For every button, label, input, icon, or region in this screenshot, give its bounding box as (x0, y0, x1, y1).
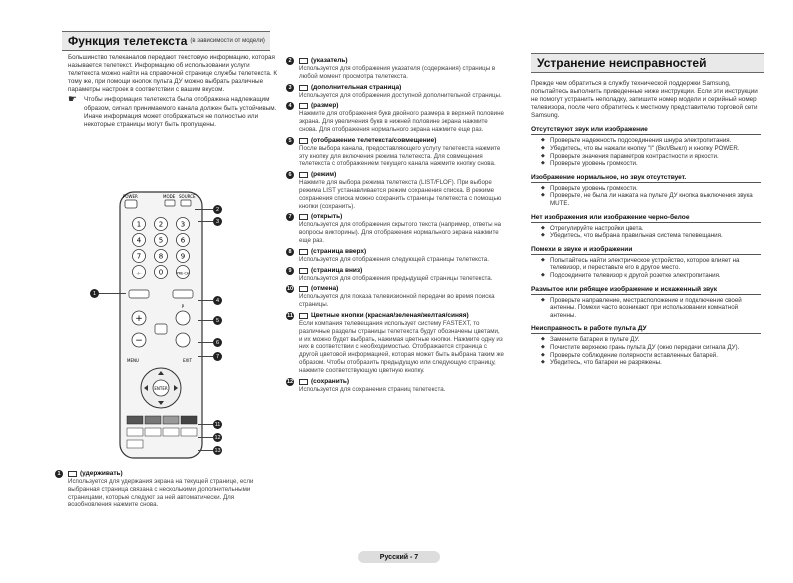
teletext-item (288, 247, 504, 264)
right-header (531, 53, 764, 73)
list-item (541, 232, 761, 240)
left-column (68, 54, 278, 129)
teletext-key-icon (299, 313, 308, 319)
list-item-text: Проверьте, не была ли нажата на пульте ДУ кнопка выключения звука MUTE. (550, 192, 753, 208)
troubleshoot-section (531, 174, 761, 208)
svg-text:+: + (135, 314, 143, 324)
list-item-text: Проверьте соблюдение полярности вставленных батарей. (550, 351, 718, 359)
item-description: Нажмите для выбора режима телетекста (LIST/FLOF). При выборе режима LIST устанавливается режим сохранения списка. В режиме сохранения списка можно сохранить страницы телетекста с помощью кнопки (сохранить). (299, 179, 502, 210)
teletext-item (288, 266, 504, 283)
number-button-label: 6 (180, 236, 186, 245)
number-button-label: 2 (158, 220, 164, 229)
list-item-text: Проверьте направление, местрасположение и подключение своей антенны. Помехи часто возникают при использовании комнатной антенны. (550, 296, 742, 319)
middle-column (286, 57, 505, 396)
section-title: Отсутствуют звук или изображение (531, 126, 761, 135)
list-item-text: Замените батареи в пульте ДУ. (550, 336, 640, 344)
teletext-item (288, 57, 504, 81)
list-item (541, 359, 761, 367)
bullet-icon: ◆ (541, 137, 545, 144)
list-item-text: Отрегулируйте настройки цвета. (550, 224, 644, 232)
bullet-icon: ◆ (541, 152, 545, 159)
item-number: 2 (286, 57, 294, 65)
item-title: (отображение телетекста/совмещение) (311, 136, 437, 144)
teletext-key-icon (299, 249, 308, 255)
item-number: 3 (286, 84, 294, 92)
list-item (541, 272, 761, 280)
bullet-icon: ◆ (541, 272, 545, 278)
callout-7: 7 (213, 352, 222, 361)
list-item (541, 297, 761, 320)
power-button (125, 200, 137, 208)
teletext-key-icon (299, 58, 308, 64)
right-header-title: Устранение неисправностей (537, 56, 707, 70)
item-number: 8 (286, 248, 294, 256)
item-description: Используется для удержания экрана на текущей странице, если выбранная страница связана с несколькими дополнительными страницами, которые следуют за ней автоматически. Для возобновления нажмите снова. (68, 478, 254, 509)
callout-4: 4 (213, 296, 222, 305)
teletext-item (287, 311, 504, 375)
number-button-label: 0 (158, 268, 164, 277)
exit-label: EXIT (183, 358, 192, 363)
number-button-label: 3 (180, 220, 186, 229)
item-title: (страница вверх) (311, 247, 367, 255)
item-title: (удерживать) (80, 470, 123, 477)
item-title: (режим) (311, 171, 337, 179)
teletext-item (288, 136, 504, 168)
teletext-key-icon (299, 379, 308, 385)
callout-3: 3 (213, 217, 222, 226)
teletext-note (68, 96, 278, 128)
item-title: (страница вниз) (311, 266, 363, 274)
left-header-title: Функция телетекста (68, 34, 188, 48)
enter-label: ENTER (154, 386, 168, 391)
list-item-text: Убедитесь, что выбрана правильная система телевещания. (550, 232, 723, 240)
callout-2: 2 (213, 205, 222, 214)
left-header (62, 31, 270, 51)
item-number: 12 (286, 378, 294, 385)
troubleshoot-section (531, 126, 761, 167)
bullet-icon: ◆ (541, 224, 545, 231)
left-header-subtitle: (в зависимости от модели) (190, 38, 265, 44)
item-description: Используется для сохранения страниц телетекста. (299, 385, 446, 393)
list-item-text: Попытайтесь найти электрическое устройство, которое влияет на телевизор, и переставьте его в другое место. (550, 256, 740, 272)
number-button-label: -/-- (136, 271, 142, 276)
troubleshoot-section (531, 325, 761, 366)
item-number: 7 (286, 213, 294, 221)
bullet-icon: ◆ (541, 192, 545, 199)
troubleshoot-section (531, 286, 761, 320)
callout-11: 11 (214, 421, 221, 428)
item-description: Используется для показа телевизионной передачи во время поиска страницы. (299, 293, 495, 309)
list-item-text: Почистите верхнюю грань пульта ДУ (окно передачи сигнала ДУ). (550, 343, 740, 351)
item-number: 9 (286, 267, 294, 275)
list-item (541, 153, 761, 161)
bullet-icon: ◆ (541, 184, 545, 191)
item-title: (размер) (311, 102, 339, 110)
item-title: (открыть) (311, 213, 343, 221)
bullet-icon: ◆ (541, 145, 545, 152)
teletext-item (288, 102, 505, 133)
power-label: POWER (123, 194, 138, 199)
section-title: Изображение нормальное, но звук отсутствует. (531, 174, 761, 183)
teletext-key-icon (299, 286, 308, 292)
item-description: Нажмите для отображения букв двойного размера в верхней половине экрана. Для увеличения букв в нижней половине экрана нажмите снова. Для отображения нормального экрана нажмите еще раз. (299, 110, 505, 133)
right-column (531, 80, 761, 367)
item-number: 10 (286, 286, 294, 293)
bullet-icon: ◆ (541, 359, 545, 366)
troubleshoot-intro: Прежде чем обратиться в службу технической поддержки Samsung, попытайтесь выполнить приведенные ниже инструкции. Если эти инструкции не помогут устранить неполадку, запишите номер модели и серийный номер телевизора, после чего обратитесь к местному представителю торговой сети Samsung. (531, 80, 758, 120)
list-item (541, 352, 761, 360)
list-item (541, 137, 761, 145)
teletext-key-icon (299, 103, 308, 109)
number-button-label: PRE-CH (176, 271, 190, 276)
list-item (541, 192, 761, 207)
number-button-label: 5 (158, 236, 164, 245)
list-item-text: Проверьте уровень громкости. (550, 160, 638, 168)
item-description: Используется для отображения указателя (содержания) страницы в любой момент просмотра телетекста. (299, 65, 496, 80)
list-item-text: Убедитесь, что вы нажали кнопку "I" (Вкл/Выкл) и кнопку POWER. (550, 145, 740, 153)
section-title: Размытое или рябящее изображение и искаженный звук (531, 286, 761, 295)
list-item (541, 344, 761, 352)
teletext-item (286, 285, 504, 309)
item-title: (указатель) (311, 57, 348, 64)
troubleshoot-section (531, 246, 761, 280)
item-number: 5 (286, 137, 294, 145)
remote-control-illustration (117, 190, 205, 460)
callout-1: 1 (90, 289, 99, 298)
number-button-label: 4 (136, 236, 142, 245)
item-description: Используется для отображения доступной дополнительной страницы. (299, 91, 502, 99)
item-description: Если компания телевещания использует систему FASTEXT, то различные разделы страницы телетекста будут обозначены цветами, и их можно будет выбрать, нажимая цветные кнопки. Нажмите одну из них в соответствии с необходимостью. Отображается страница с другой цветовой информацией, которая может быть выбрана таким же образом. Чтобы отобразить предыдущую или следующую страницу, нажмите соответствующую цветную кнопку. (299, 319, 504, 374)
item-description: Используется для отображения следующей страницы телетекста. (299, 255, 489, 263)
troubleshoot-section (531, 214, 761, 240)
teletext-hold-icon (68, 471, 77, 477)
item-number: 11 (287, 312, 293, 319)
item-description: Используется для отображения предыдущей страницы телетекста. (299, 274, 493, 282)
bullet-icon: ◆ (541, 351, 545, 358)
number-button-label: 8 (158, 252, 164, 261)
page-footer: Русский - 7 (358, 551, 440, 563)
callout-5: 5 (213, 316, 222, 325)
mode-label: MODE (163, 194, 176, 199)
section-title: Нет изображения или изображение черно-белое (531, 214, 761, 223)
teletext-key-icon (299, 214, 308, 220)
list-item-text: Подсоедините телевизор к другой розетке электропитания. (550, 272, 721, 279)
number-button-label: 9 (180, 252, 186, 261)
teletext-item (288, 83, 504, 100)
list-item-text: Проверьте уровень громкости. (550, 184, 638, 192)
teletext-key-icon (299, 268, 308, 274)
list-item (541, 185, 761, 193)
bullet-icon: ◆ (541, 256, 545, 263)
svg-text:−: − (135, 336, 143, 346)
teletext-note-text: Чтобы информация телетекста была отображена надлежащим образом, сигнал принимаемого канала должен быть устойчивым. Иначе информация может отображаться не полностью или некоторые страницы могут быть пропущены. (84, 96, 277, 128)
item-title: (отмена) (311, 285, 339, 293)
list-item (541, 145, 761, 153)
item-title: (сохранить) (311, 377, 350, 385)
callout-13: 13 (214, 447, 221, 454)
callout-6: 6 (213, 338, 222, 347)
pointing-hand-icon: ☛ (68, 94, 77, 106)
item-description: Используется для отображения скрытого текста (например, ответы на вопросы викторины). Для отображения нормального экрана нажмите еще раз. (299, 221, 502, 244)
bullet-icon: ◆ (541, 160, 545, 167)
teletext-item (288, 213, 504, 244)
bullet-icon: ◆ (541, 343, 545, 350)
number-button-label: 1 (136, 220, 142, 229)
teletext-key-icon (299, 85, 308, 91)
bullet-icon: ◆ (541, 336, 545, 343)
teletext-intro: Большинство телеканалов передают текстовую информацию, которая называется телетекст. Информацию об использовании услуги телетекста можно найти на справочной странице службы телетекста. К тому же, при помощи кнопок пульта ДУ можно выбрать различные параметры настроек в соответствии с вашим вкусом. (68, 54, 278, 94)
number-button-label: 7 (136, 252, 142, 261)
bullet-icon: ◆ (541, 296, 545, 303)
section-title: Неисправность в работе пульта ДУ (531, 325, 761, 334)
section-title: Помехи в звуке и изображении (531, 246, 761, 255)
list-item-text: Проверьте значения параметров контрастности и яркости. (550, 152, 719, 160)
teletext-key-icon (299, 138, 308, 144)
menu-label: MENU (127, 358, 139, 363)
item-title: Цветные кнопки (красная/зеленая/желтая/синяя) (311, 311, 469, 319)
teletext-item (286, 377, 504, 394)
list-item (541, 160, 761, 168)
item-description: После выбора канала, предоставляющего услугу телетекста нажмите эту кнопку для включения режима телетекста. Для совмещения телетекста с отображением текущего канала нажмите кнопку снова. (299, 144, 501, 168)
source-label: SOURCE (179, 194, 196, 199)
item-number: 6 (286, 171, 294, 179)
item-hold (57, 470, 278, 509)
p-label: P (181, 304, 185, 309)
troubleshoot-sections (531, 126, 761, 366)
teletext-item (288, 171, 504, 210)
item-number: 4 (286, 102, 294, 110)
list-item-text: Убедитесь, что батареи не разряжены. (550, 359, 662, 367)
list-item (541, 257, 761, 272)
list-item-text: Проверьте надежность подсоединения шнура электропитания. (550, 137, 732, 145)
item-number: 1 (55, 470, 63, 478)
teletext-key-icon (299, 172, 308, 178)
list-item (541, 225, 761, 233)
bullet-icon: ◆ (541, 232, 545, 239)
callout-12: 12 (214, 434, 221, 441)
item-title: (дополнительная страница) (311, 83, 402, 91)
list-item (541, 336, 761, 344)
